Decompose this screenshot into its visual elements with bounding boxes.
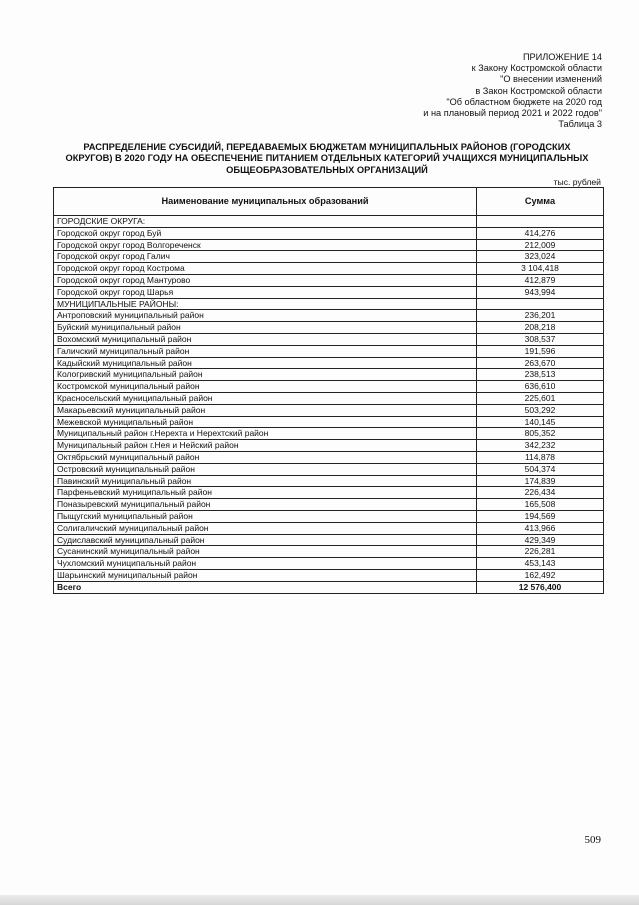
- table-row: [54, 310, 604, 322]
- subsidy-amount: 342,232: [477, 440, 604, 452]
- subsidy-amount: 263,670: [477, 357, 604, 369]
- subsidy-amount: 140,145: [477, 416, 604, 428]
- municipality-name: Вохомский муниципальный район: [54, 333, 477, 345]
- subsidy-amount: 191,596: [477, 345, 604, 357]
- subsidy-amount: [477, 298, 604, 310]
- title-line: РАСПРЕДЕЛЕНИЕ СУБСИДИЙ, ПЕРЕДАВАЕМЫХ БЮДЖЕТАМ МУНИЦИПАЛЬНЫХ РАЙОНОВ (ГОРОДСКИХ: [83, 142, 571, 152]
- subsidy-amount: 429,349: [477, 534, 604, 546]
- municipality-name: Городской округ город Кострома: [54, 263, 477, 275]
- table-row: [54, 487, 604, 499]
- municipality-name: Антроповский муниципальный район: [54, 310, 477, 322]
- subsidy-amount: 226,434: [477, 487, 604, 499]
- subsidy-amount: 114,878: [477, 451, 604, 463]
- municipality-name: Поназыревский муниципальный район: [54, 499, 477, 511]
- subsidy-amount: 194,569: [477, 510, 604, 522]
- table-row: [54, 227, 604, 239]
- municipality-name: Чухломский муниципальный район: [54, 558, 477, 570]
- table-row: [54, 522, 604, 534]
- table-group-row: [54, 216, 604, 228]
- table-row: [54, 510, 604, 522]
- appendix-line: "Об областном бюджете на 2020 год: [446, 96, 602, 107]
- municipality-name: Муниципальный район г.Нерехта и Нерехтский район: [54, 428, 477, 440]
- title-line: ОКРУГОВ) В 2020 ГОДУ НА ОБЕСПЕЧЕНИЕ ПИТАНИЕМ ОТДЕЛЬНЫХ КАТЕГОРИЙ УЧАЩИХСЯ МУНИЦИПАЛЬНЫХ: [65, 153, 589, 164]
- subsidy-amount: 413,966: [477, 522, 604, 534]
- table-row: [54, 475, 604, 487]
- appendix-line: к Закону Костромской области: [471, 63, 602, 74]
- subsidy-amount: 212,009: [477, 239, 604, 251]
- table-total-row: [54, 581, 604, 593]
- municipality-name: МУНИЦИПАЛЬНЫЕ РАЙОНЫ:: [54, 298, 477, 310]
- subsidy-amount: 238,513: [477, 369, 604, 381]
- subsidy-amount: 162,492: [477, 569, 604, 581]
- subsidy-amount: 165,508: [477, 499, 604, 511]
- table-row: [54, 534, 604, 546]
- table-row: [54, 558, 604, 570]
- table-row: [54, 274, 604, 286]
- column-header-sum: Сумма: [477, 188, 604, 216]
- table-row: [54, 251, 604, 263]
- subsidy-amount: 943,994: [477, 286, 604, 298]
- table-row: [54, 499, 604, 511]
- subsidy-amount: 308,537: [477, 333, 604, 345]
- table-row: [54, 286, 604, 298]
- subsidy-amount: 225,601: [477, 392, 604, 404]
- title-line: ОБЩЕОБРАЗОВАТЕЛЬНЫХ ОРГАНИЗАЦИЙ: [226, 164, 428, 175]
- municipality-name: Городской округ город Мантурово: [54, 274, 477, 286]
- table-body: [54, 216, 604, 594]
- municipality-name: Пыщугский муниципальный район: [54, 510, 477, 522]
- appendix-line: и на плановый период 2021 и 2022 годов": [423, 108, 602, 119]
- subsidy-amount: 3 104,418: [477, 263, 604, 275]
- table-row: [54, 463, 604, 475]
- subsidy-amount: 805,352: [477, 428, 604, 440]
- subsidy-amount: 236,201: [477, 310, 604, 322]
- subsidy-amount: 208,218: [477, 322, 604, 334]
- page-number: 509: [584, 834, 601, 846]
- units-label: тыс. рублей: [553, 177, 601, 187]
- municipality-name: Муниципальный район г.Нея и Нейский район: [54, 440, 477, 452]
- subsidy-amount: 503,292: [477, 404, 604, 416]
- municipality-name: Городской округ город Буй: [54, 227, 477, 239]
- subsidy-amount: 226,281: [477, 546, 604, 558]
- municipality-name: Межевской муниципальный район: [54, 416, 477, 428]
- municipality-name: Буйский муниципальный район: [54, 322, 477, 334]
- municipality-name: Солигаличский муниципальный район: [54, 522, 477, 534]
- appendix-header: [423, 52, 602, 130]
- subsidy-amount: 12 576,400: [477, 581, 604, 593]
- subsidy-amount: 412,879: [477, 274, 604, 286]
- table-header-row: [54, 188, 604, 216]
- subsidy-amount: 414,276: [477, 227, 604, 239]
- table-row: [54, 546, 604, 558]
- municipality-name: Костромской муниципальный район: [54, 381, 477, 393]
- municipality-name: Городской округ город Шарья: [54, 286, 477, 298]
- subsidy-amount: 453,143: [477, 558, 604, 570]
- appendix-line: Таблица 3: [558, 119, 602, 130]
- table-row: [54, 357, 604, 369]
- municipality-name: Шарьинский муниципальный район: [54, 569, 477, 581]
- table-row: [54, 392, 604, 404]
- municipality-name: Судиславский муниципальный район: [54, 534, 477, 546]
- municipality-name: Галичский муниципальный район: [54, 345, 477, 357]
- municipality-name: Всего: [54, 581, 477, 593]
- table-row: [54, 569, 604, 581]
- table-row: [54, 416, 604, 428]
- subsidy-amount: 504,374: [477, 463, 604, 475]
- table-row: [54, 440, 604, 452]
- table-row: [54, 345, 604, 357]
- subsidy-amount: 636,610: [477, 381, 604, 393]
- appendix-line: ПРИЛОЖЕНИЕ 14: [522, 52, 602, 62]
- column-header-name: Наименование муниципальных образований: [54, 188, 477, 216]
- appendix-line: в Закон Костромской области: [475, 85, 602, 96]
- table-row: [54, 239, 604, 251]
- municipality-name: Парфеньевский муниципальный район: [54, 487, 477, 499]
- subsidy-table: [53, 187, 604, 594]
- municipality-name: Сусанинский муниципальный район: [54, 546, 477, 558]
- municipality-name: Красносельский муниципальный район: [54, 392, 477, 404]
- municipality-name: Кологривский муниципальный район: [54, 369, 477, 381]
- municipality-name: ГОРОДСКИЕ ОКРУГА:: [54, 216, 477, 228]
- municipality-name: Островский муниципальный район: [54, 463, 477, 475]
- table-row: [54, 333, 604, 345]
- municipality-name: Городской округ город Галич: [54, 251, 477, 263]
- municipality-name: Городской округ город Волгореченск: [54, 239, 477, 251]
- municipality-name: Октябрьский муниципальный район: [54, 451, 477, 463]
- document-title: [52, 142, 602, 176]
- scan-bottom-edge: [0, 895, 639, 905]
- municipality-name: Кадыйский муниципальный район: [54, 357, 477, 369]
- municipality-name: Макарьевский муниципальный район: [54, 404, 477, 416]
- subsidy-amount: 323,024: [477, 251, 604, 263]
- table-row: [54, 263, 604, 275]
- subsidy-amount: 174,839: [477, 475, 604, 487]
- subsidy-amount: [477, 216, 604, 228]
- table-row: [54, 369, 604, 381]
- table-row: [54, 428, 604, 440]
- table-row: [54, 381, 604, 393]
- table-row: [54, 322, 604, 334]
- table-group-row: [54, 298, 604, 310]
- municipality-name: Павинский муниципальный район: [54, 475, 477, 487]
- table-row: [54, 451, 604, 463]
- appendix-line: "О внесении изменений: [500, 74, 602, 85]
- table-row: [54, 404, 604, 416]
